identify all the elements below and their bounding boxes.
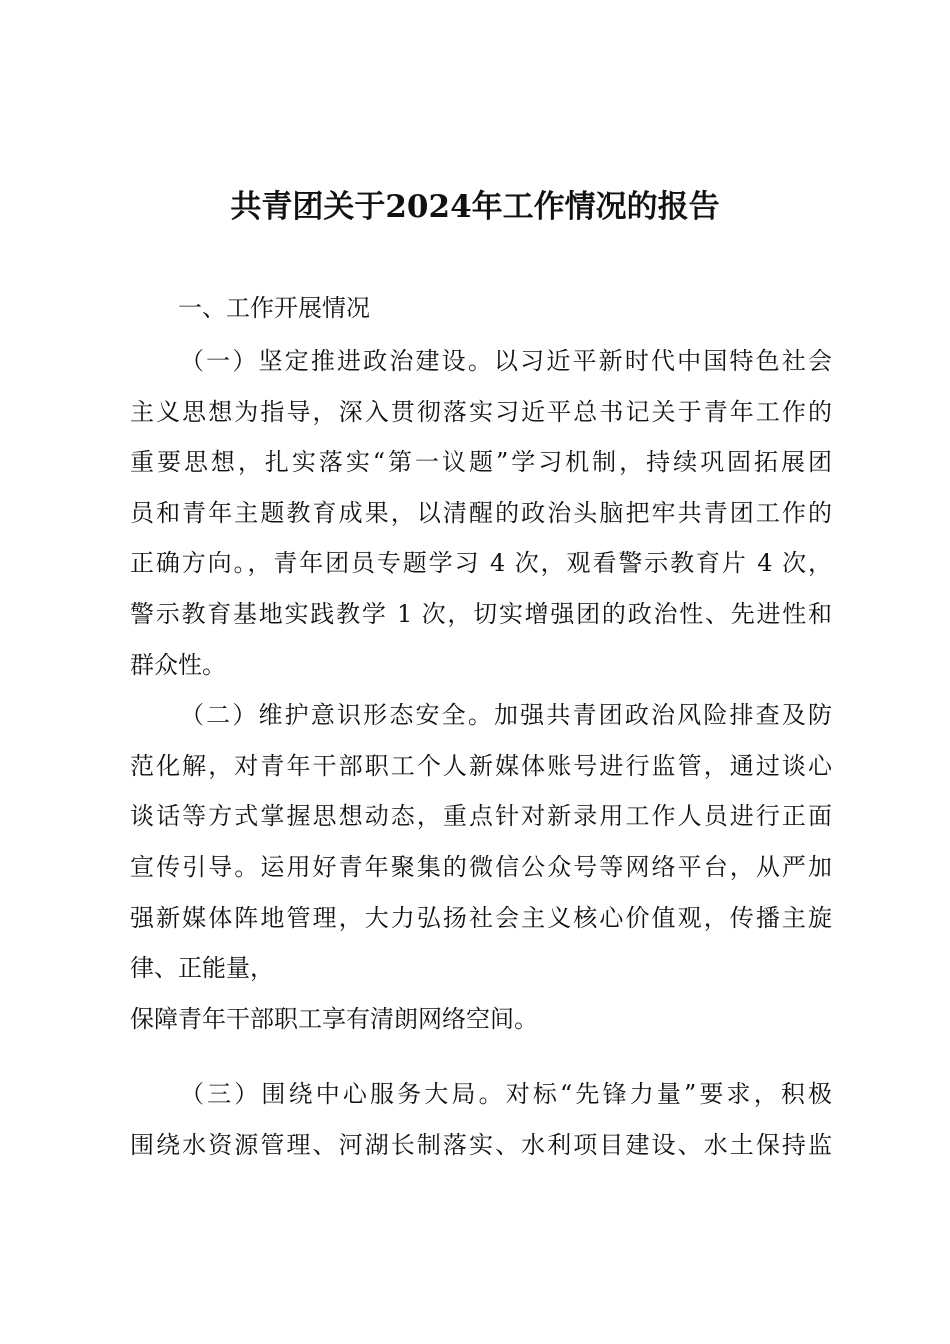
text-line: 律、正能量，	[130, 954, 274, 983]
text-line: 主义思想为指导，深入贯彻落实习近平总书记关于青年工作的	[130, 397, 832, 426]
text-line: 正确方向。，青年团员专题学习 4 次，观看警示教育片 4 次，	[130, 549, 832, 578]
paragraph-serve-center	[130, 1069, 832, 1170]
text-line: 宣传引导。运用好青年聚集的微信公众号等网络平台，从严加	[130, 852, 832, 881]
text-line: 群众性。	[130, 650, 226, 679]
text-line: （三）围绕中心服务大局。对标“先锋力量”要求，积极	[180, 1080, 832, 1109]
text-line: 警示教育基地实践教学 1 次，切实增强团的政治性、先进性和	[130, 599, 832, 628]
text-line: （一）坚定推进政治建设。以习近平新时代中国特色社会	[180, 347, 832, 375]
document-body	[130, 336, 832, 1171]
text-line: 范化解，对青年干部职工个人新媒体账号进行监管，通过谈心	[130, 751, 832, 780]
document-title: 共青团关于2024年工作情况的报告	[230, 189, 720, 225]
text-line: 重要思想，扎实落实“第一议题”学习机制，持续巩固拓展团	[130, 448, 832, 477]
text-line: 保障青年干部职工享有清朗网络空间。	[130, 1004, 538, 1033]
text-line: 员和青年主题教育成果，以清醒的政治头脑把牢共青团工作的	[130, 498, 832, 527]
text-line: 谈话等方式掌握思想动态，重点针对新录用工作人员进行正面	[130, 802, 832, 831]
text-line: 围绕水资源管理、河湖长制落实、水利项目建设、水土保持监	[130, 1130, 832, 1159]
text-line: 强新媒体阵地管理，大力弘扬社会主义核心价值观，传播主旋	[130, 903, 832, 932]
text-line: （二）维护意识形态安全。加强共青团政治风险排查及防	[180, 701, 832, 730]
paragraph-political-building	[130, 336, 832, 690]
paragraph-ideology-security	[130, 690, 832, 1044]
section-heading: 一、工作开展情况	[178, 294, 370, 322]
